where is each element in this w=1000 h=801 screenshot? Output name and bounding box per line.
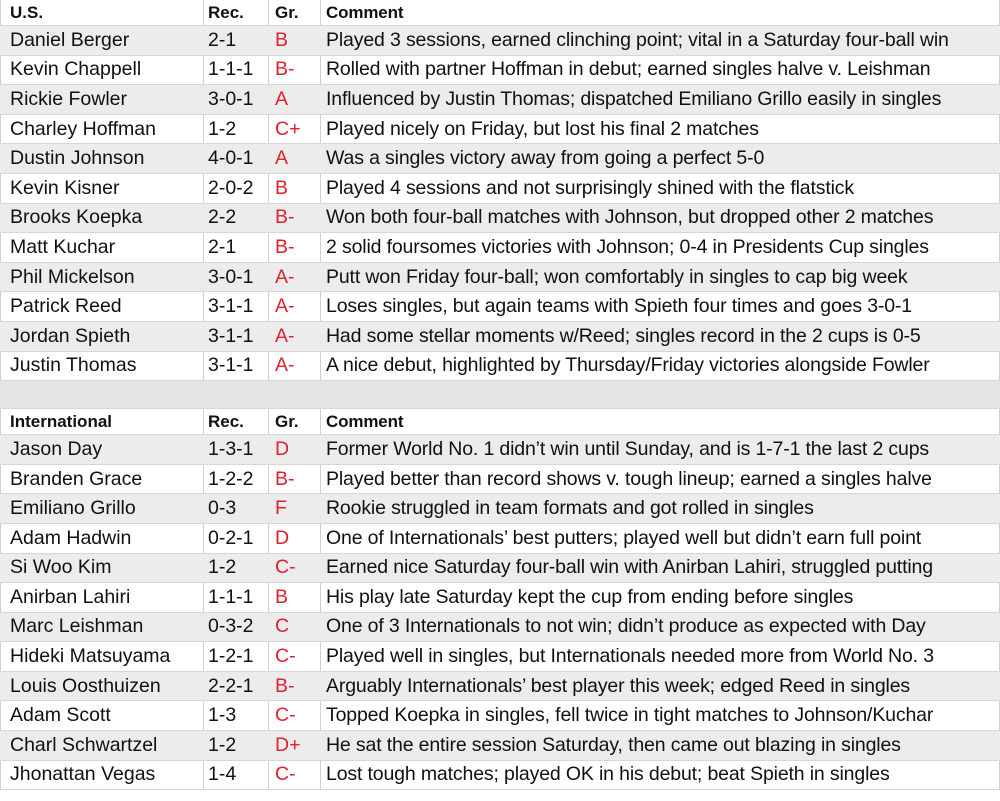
- player-comment: Played better than record shows v. tough lineup; earned a singles halve: [326, 467, 932, 490]
- player-grade: C+: [275, 117, 301, 140]
- player-grade: B: [275, 176, 289, 199]
- player-name: Charley Hoffman: [10, 117, 156, 140]
- comment-header: Comment: [326, 411, 404, 431]
- table-row: [0, 144, 1000, 174]
- player-name: Jordan Spieth: [10, 324, 131, 347]
- player-grade: D: [275, 526, 290, 549]
- player-grade: C-: [275, 704, 296, 727]
- player-record: 3-1-1: [208, 295, 254, 318]
- player-name: Kevin Chappell: [10, 58, 142, 81]
- player-comment: Played nicely on Friday, but lost his final 2 matches: [326, 117, 759, 140]
- player-name: Louis Oosthuizen: [10, 674, 161, 697]
- table-row: [0, 761, 1000, 791]
- table-row: [0, 85, 1000, 115]
- player-grade: B-: [275, 467, 295, 490]
- player-comment: Played 3 sessions, earned clinching point; vital in a Saturday four-ball win: [326, 28, 949, 51]
- player-comment: Loses singles, but again teams with Spieth four times and goes 3-0-1: [326, 295, 912, 318]
- table-row: [0, 263, 1000, 293]
- table-row: [0, 701, 1000, 731]
- player-record: 1-3: [208, 704, 237, 727]
- player-record: 3-0-1: [208, 87, 254, 110]
- table-row: [0, 115, 1000, 145]
- player-name: Adam Scott: [10, 704, 111, 727]
- player-name: Jhonattan Vegas: [10, 763, 156, 786]
- player-name: Charl Schwartzel: [10, 733, 158, 756]
- player-grade: A-: [275, 295, 295, 318]
- player-comment: Former World No. 1 didn’t win until Sunday, and is 1-7-1 the last 2 cups: [326, 437, 930, 460]
- player-name: Phil Mickelson: [10, 265, 135, 288]
- player-grade: B: [275, 585, 289, 608]
- player-comment: He sat the entire session Saturday, then came out blazing in singles: [326, 733, 901, 756]
- table-row: [0, 322, 1000, 352]
- intl-header-row: [0, 409, 1000, 435]
- player-grade: B: [275, 28, 289, 51]
- player-name: Branden Grace: [10, 467, 143, 490]
- table-row: [0, 292, 1000, 322]
- player-grade: B-: [275, 206, 295, 229]
- player-comment: Rookie struggled in team formats and got rolled in singles: [326, 497, 814, 520]
- player-comment: Arguably Internationals’ best player this week; edged Reed in singles: [326, 674, 911, 697]
- player-grade: A-: [275, 354, 295, 377]
- table-row: [0, 642, 1000, 672]
- us-section: [0, 0, 1000, 381]
- table-row: [0, 26, 1000, 56]
- player-comment: 2 solid foursomes victories with Johnson; 0-4 in Presidents Cup singles: [326, 235, 929, 258]
- player-grade: B-: [275, 58, 295, 81]
- player-record: 1-2: [208, 733, 237, 756]
- player-name: Daniel Berger: [10, 28, 130, 51]
- table-row: [0, 352, 1000, 382]
- table-row: [0, 56, 1000, 86]
- player-grade: C-: [275, 556, 296, 579]
- player-grade: A-: [275, 265, 295, 288]
- player-comment: Earned nice Saturday four-ball win with Anirban Lahiri, struggled putting: [326, 556, 933, 579]
- player-record: 2-2-1: [208, 674, 254, 697]
- table-row: [0, 174, 1000, 204]
- player-record: 1-1-1: [208, 58, 254, 81]
- player-name: Si Woo Kim: [10, 556, 112, 579]
- section-spacer: [0, 381, 1000, 409]
- player-grade: B-: [275, 674, 295, 697]
- player-grade: D+: [275, 733, 301, 756]
- player-comment: One of 3 Internationals to not win; didn’t produce as expected with Day: [326, 615, 926, 638]
- player-name: Justin Thomas: [10, 354, 137, 377]
- grade-header: Gr.: [275, 2, 299, 22]
- player-name: Emiliano Grillo: [10, 497, 136, 520]
- team-header: U.S.: [10, 2, 44, 22]
- player-record: 0-2-1: [208, 526, 254, 549]
- table-row: [0, 524, 1000, 554]
- player-comment: Rolled with partner Hoffman in debut; earned singles halve v. Leishman: [326, 58, 931, 81]
- player-name: Dustin Johnson: [10, 147, 145, 170]
- player-name: Marc Leishman: [10, 615, 144, 638]
- grade-header: Gr.: [275, 411, 299, 431]
- player-record: 1-3-1: [208, 437, 254, 460]
- player-grade: C-: [275, 645, 296, 668]
- player-record: 2-0-2: [208, 176, 254, 199]
- player-grade: D: [275, 437, 290, 460]
- table-row: [0, 204, 1000, 234]
- player-record: 1-1-1: [208, 585, 254, 608]
- player-name: Anirban Lahiri: [10, 585, 131, 608]
- team-header: International: [10, 411, 113, 431]
- player-grade: C-: [275, 763, 296, 786]
- player-name: Jason Day: [10, 437, 103, 460]
- table-row: [0, 435, 1000, 465]
- player-comment: His play late Saturday kept the cup from ending before singles: [326, 585, 854, 608]
- player-record: 1-2: [208, 556, 237, 579]
- player-name: Rickie Fowler: [10, 87, 128, 110]
- table-row: [0, 554, 1000, 584]
- player-record: 0-3-2: [208, 615, 254, 638]
- comment-header: Comment: [326, 2, 404, 22]
- record-header: Rec.: [208, 2, 244, 22]
- table-row: [0, 583, 1000, 613]
- player-record: 2-1: [208, 28, 237, 51]
- player-comment: Lost tough matches; played OK in his debut; beat Spieth in singles: [326, 763, 890, 786]
- player-record: 1-4: [208, 763, 237, 786]
- player-comment: Was a singles victory away from going a perfect 5-0: [326, 147, 765, 170]
- table-row: [0, 465, 1000, 495]
- player-grade: A: [275, 147, 289, 170]
- player-comment: Topped Koepka in singles, fell twice in tight matches to Johnson/Kuchar: [326, 704, 934, 727]
- player-record: 3-1-1: [208, 354, 254, 377]
- player-record: 2-1: [208, 235, 237, 258]
- player-grade: B-: [275, 235, 295, 258]
- player-comment: Played 4 sessions and not surprisingly shined with the flatstick: [326, 176, 855, 199]
- us-header-row: [0, 0, 1000, 26]
- player-comment: Played well in singles, but Internationals needed more from World No. 3: [326, 645, 934, 668]
- player-grade: A: [275, 87, 289, 110]
- player-record: 3-1-1: [208, 324, 254, 347]
- table-row: [0, 672, 1000, 702]
- table-row: [0, 613, 1000, 643]
- table-row: [0, 233, 1000, 263]
- player-comment: Won both four-ball matches with Johnson, but dropped other 2 matches: [326, 206, 934, 229]
- player-name: Matt Kuchar: [10, 235, 116, 258]
- player-comment: A nice debut, highlighted by Thursday/Friday victories alongside Fowler: [326, 354, 930, 377]
- table-row: [0, 731, 1000, 761]
- player-name: Hideki Matsuyama: [10, 645, 171, 668]
- player-record: 0-3: [208, 497, 237, 520]
- player-comment: Had some stellar moments w/Reed; singles record in the 2 cups is 0-5: [326, 324, 921, 347]
- player-comment: Influenced by Justin Thomas; dispatched Emiliano Grillo easily in singles: [326, 87, 942, 110]
- player-grade: A-: [275, 324, 295, 347]
- player-record: 1-2: [208, 117, 237, 140]
- player-record: 1-2-2: [208, 467, 254, 490]
- player-grade: F: [275, 497, 287, 520]
- table-row: [0, 494, 1000, 524]
- player-name: Patrick Reed: [10, 295, 122, 318]
- player-grade: C: [275, 615, 290, 638]
- player-record: 1-2-1: [208, 645, 254, 668]
- player-record: 2-2: [208, 206, 237, 229]
- player-record: 3-0-1: [208, 265, 254, 288]
- player-comment: One of Internationals’ best putters; played well but didn’t earn full point: [326, 526, 922, 549]
- player-name: Kevin Kisner: [10, 176, 120, 199]
- player-name: Adam Hadwin: [10, 526, 132, 549]
- international-section: [0, 409, 1000, 790]
- player-comment: Putt won Friday four-ball; won comfortably in singles to cap big week: [326, 265, 908, 288]
- record-header: Rec.: [208, 411, 244, 431]
- player-record: 4-0-1: [208, 147, 254, 170]
- player-name: Brooks Koepka: [10, 206, 143, 229]
